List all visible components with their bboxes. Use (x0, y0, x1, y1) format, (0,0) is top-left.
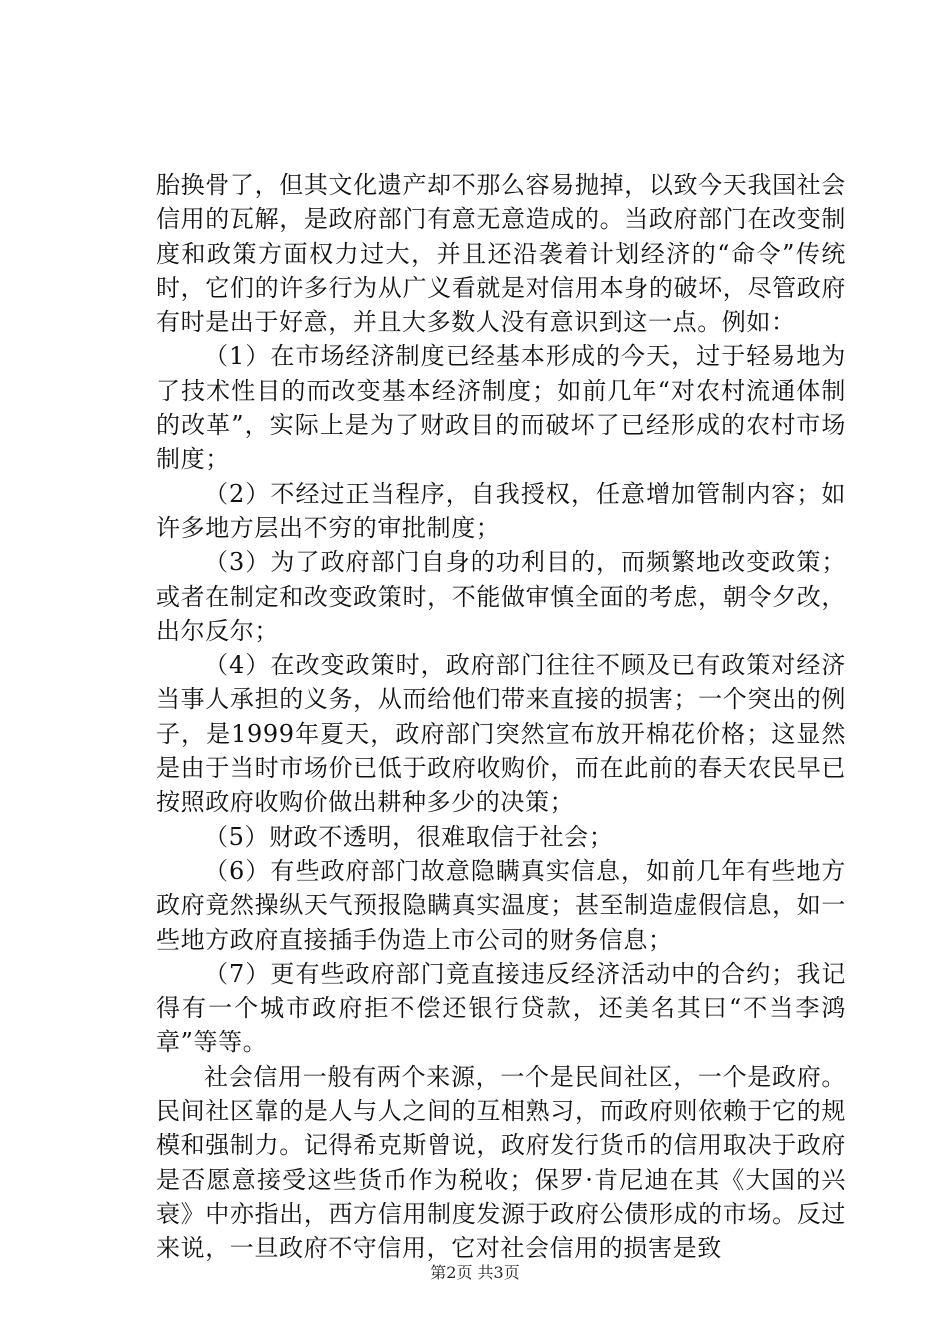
paragraph-item-7: （7）更有些政府部门竟直接违反经济活动中的合约；我记得有一个城市政府拒不偿还银行贷款，还美名其曰“不当李鸿章”等等。 (156, 959, 846, 1057)
paragraph-item-2: （2）不经过正当程序，自我授权，任意增加管制内容；如许多地方层出不穷的审批制度； (156, 479, 846, 542)
document-body (156, 168, 846, 1266)
paragraph-item-5: （5）财政不透明，很难取信于社会； (204, 822, 614, 851)
paragraph-item-1: （1）在市场经济制度已经基本形成的今天，过于轻易地为了技术性目的而改变基本经济制度；如前几年“对农村流通体制的改革”，实际上是为了财政目的而破坏了已经形成的农村市场制度； (156, 342, 846, 474)
paragraph-item-6: （6）有些政府部门故意隐瞒真实信息，如前几年有些地方政府竟然操纵天气预报隐瞒真实温度；甚至制造虚假信息，如一些地方政府直接插手伪造上市公司的财务信息； (156, 856, 846, 954)
page-number-label: 第2页 共3页 (430, 1263, 520, 1282)
paragraph-intro: 胎换骨了，但其文化遗产却不那么容易抛掉，以致今天我国社会信用的瓦解，是政府部门有意无意造成的。当政府部门在改变制度和政策方面权力过大，并且还沿袭着计划经济的“命令”传统时，它们的许多行为从广义看就是对信用本身的破坏，尽管政府有时是出于好意，并且大多数人没有意识到这一点。例如： (156, 171, 846, 337)
paragraph-item-3: （3）为了政府部门自身的功利目的，而频繁地改变政策；或者在制定和改变政策时，不能做审慎全面的考虑，朝令夕改，出尔反尔； (156, 548, 846, 645)
page-footer (0, 1263, 950, 1283)
paragraph-item-4: （4）在改变政策时，政府部门往往不顾及已有政策对经济当事人承担的义务，从而给他们带来直接的损害；一个突出的例子，是1999年夏天，政府部门突然宣布放开棉花价格；这显然是由于当时市场价已低于政府收购价，而在此前的春天农民早已按照政府收购价做出耕种多少的决策； (156, 651, 846, 817)
paragraph-social-credit: 社会信用一般有两个来源，一个是民间社区，一个是政府。民间社区靠的是人与人之间的互相熟习，而政府则依赖于它的规模和强制力。记得希克斯曾说，政府发行货币的信用取决于政府是否愿意接受这些货币作为税收；保罗·肯尼迪在其《大国的兴衰》中亦指出，西方信用制度发源于政府公债形成的市场。反过来说，一旦政府不守信用，它对社会信用的损害是致 (156, 1062, 846, 1263)
